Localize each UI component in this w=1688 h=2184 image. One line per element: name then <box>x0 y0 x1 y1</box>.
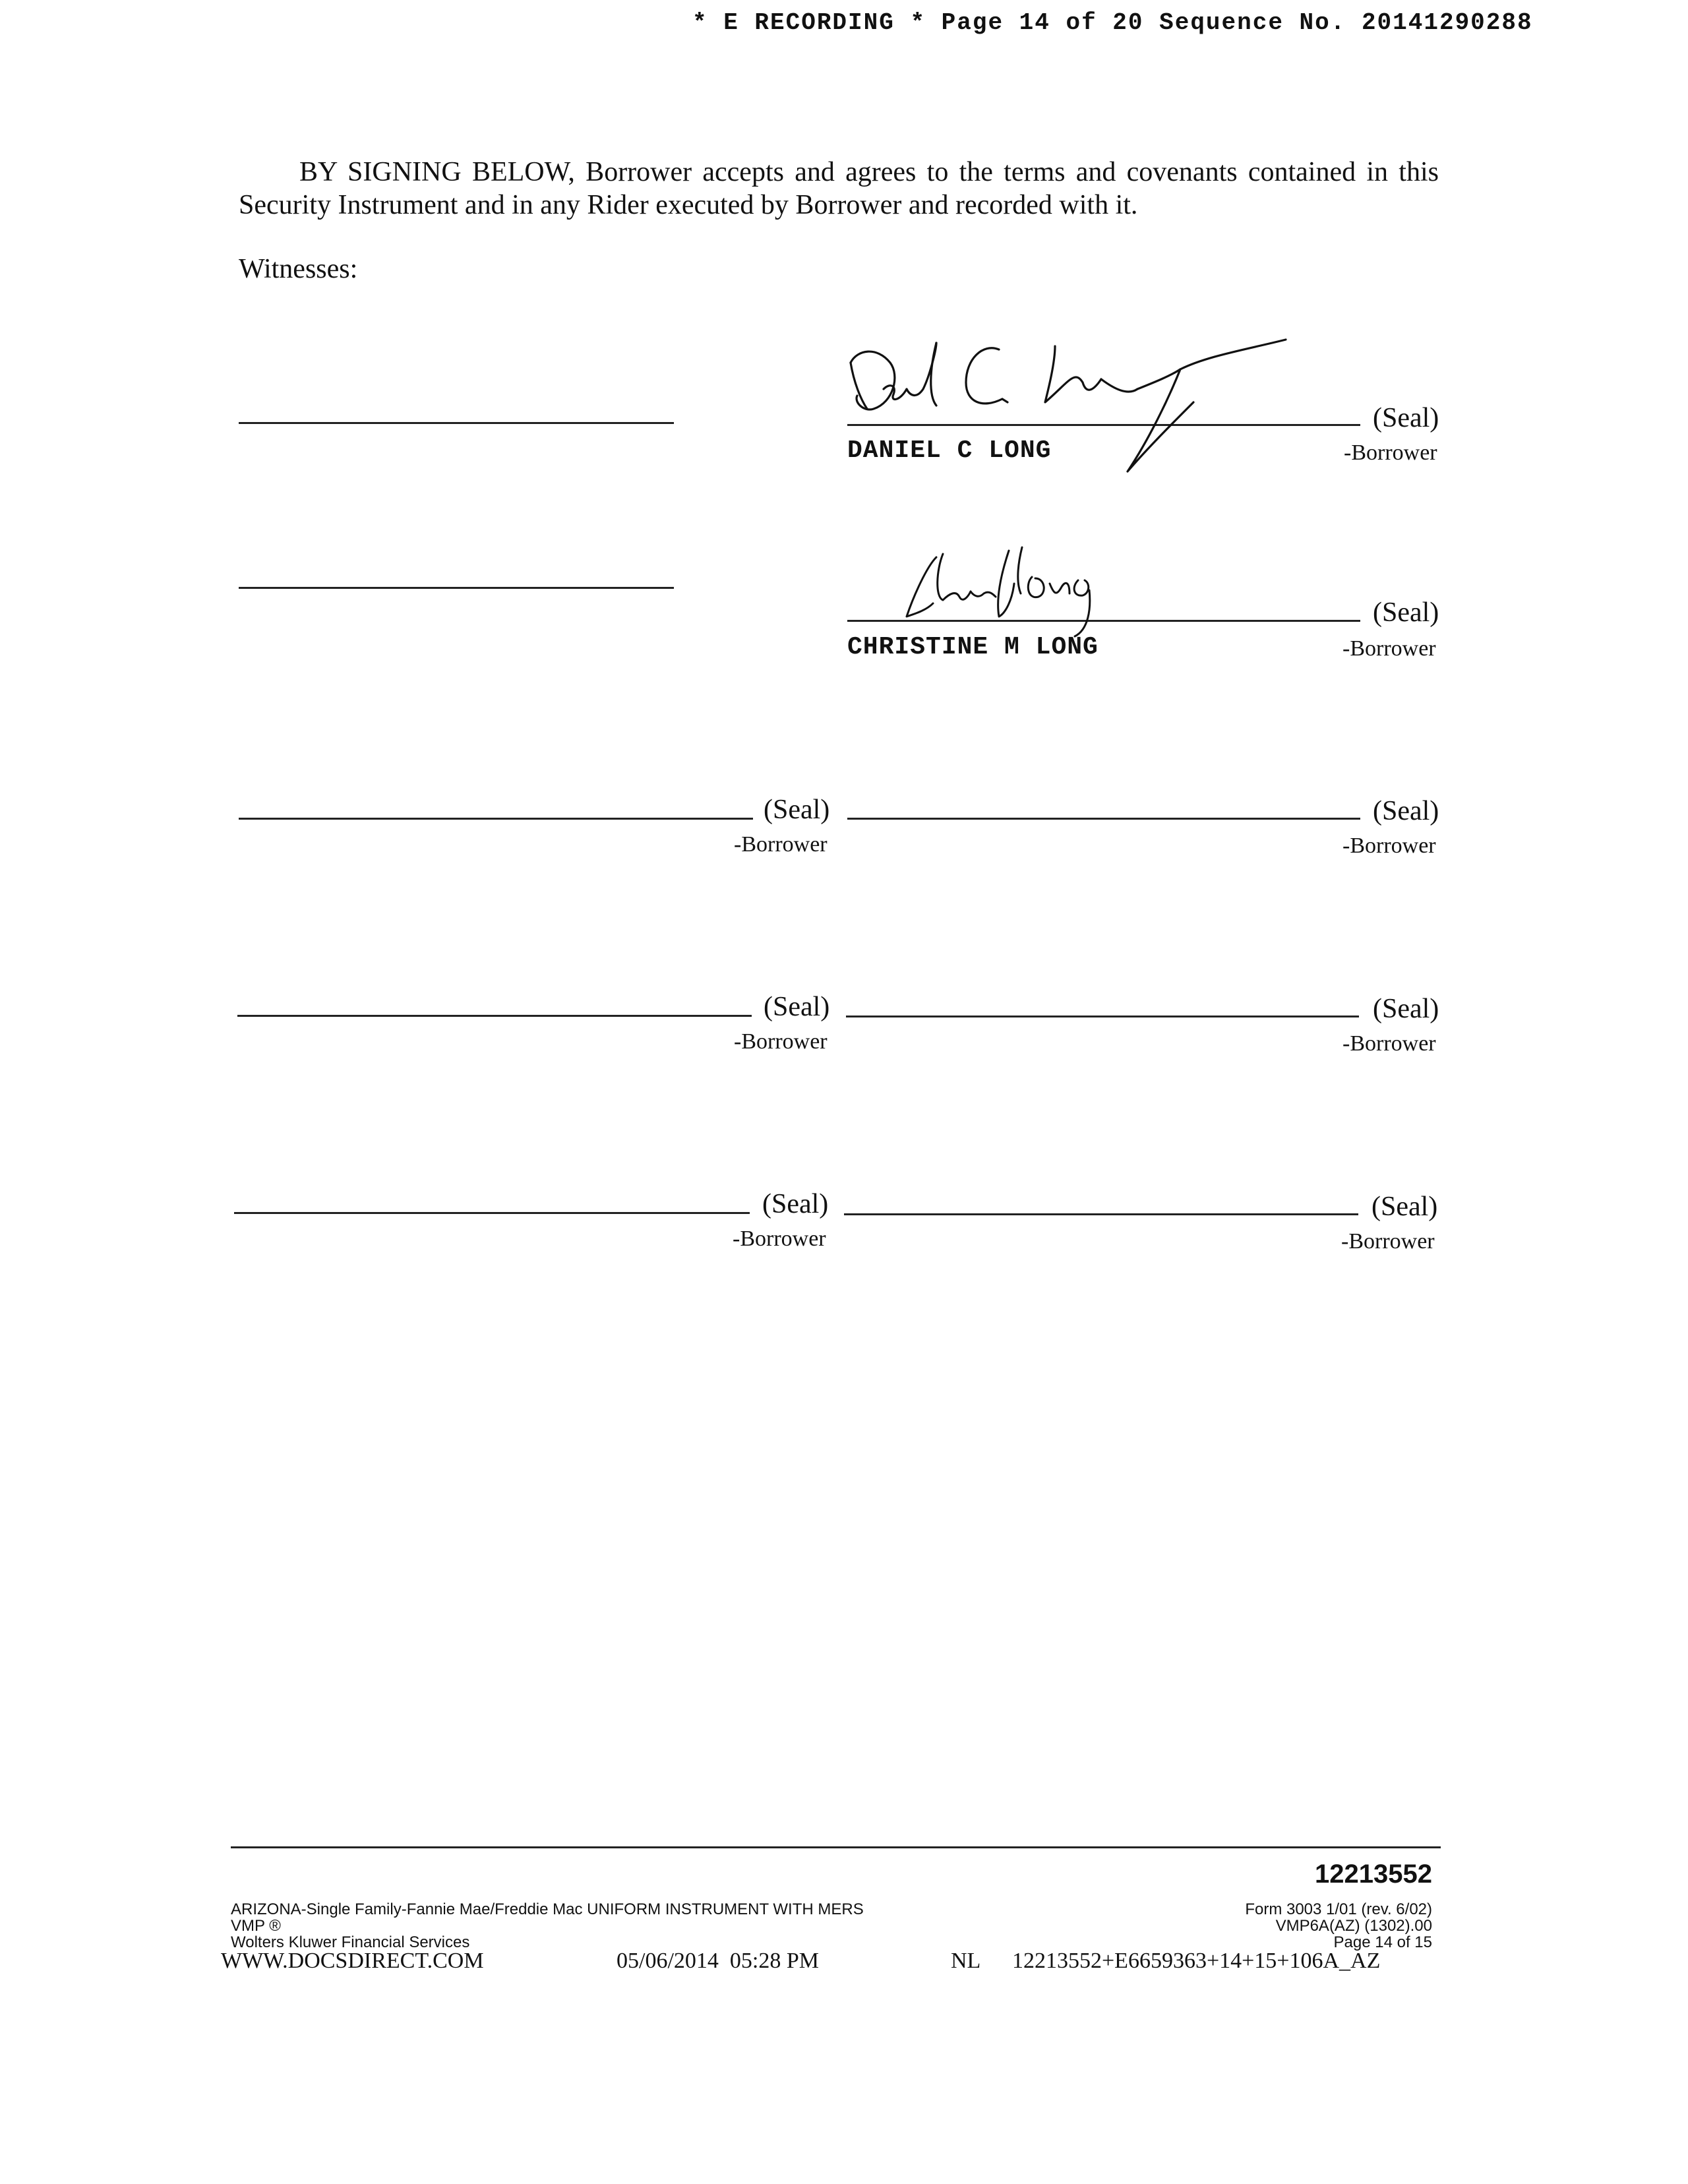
page-indicator: Page 14 of 15 <box>1333 1933 1432 1951</box>
form-title: ARIZONA-Single Family-Fannie Mae/Freddie Mac UNIFORM INSTRUMENT WITH MERS <box>231 1900 864 1918</box>
seal-label: (Seal) <box>1373 994 1439 1024</box>
borrower-label: -Borrower <box>1342 1031 1436 1056</box>
signature-line-3[interactable] <box>239 818 753 820</box>
signing-statement: BY SIGNING BELOW, Borrower accepts and agrees to the terms and covenants contained in this Security Instrument and in any Rider executed by Borrower and recorded with it. <box>239 157 1439 220</box>
form-number: Form 3003 1/01 (rev. 6/02) <box>1245 1900 1432 1918</box>
seal-label: (Seal) <box>1373 403 1439 433</box>
seal-label: (Seal) <box>1372 1192 1438 1222</box>
seal-label: (Seal) <box>764 992 830 1022</box>
form-code: VMP6A(AZ) (1302).00 <box>1275 1917 1432 1935</box>
borrower-label: -Borrower <box>1344 440 1437 465</box>
witness-line-1[interactable] <box>239 422 674 424</box>
signature-line-5[interactable] <box>237 1015 752 1017</box>
recording-header: * E RECORDING * Page 14 of 20 Sequence No. 20141290288 <box>692 9 1533 36</box>
seal-label: (Seal) <box>1373 796 1439 826</box>
publisher: Wolters Kluwer Financial Services <box>231 1933 470 1951</box>
borrower-label: -Borrower <box>1342 636 1436 661</box>
borrower-label: -Borrower <box>1342 834 1436 858</box>
signature-christine <box>897 531 1121 663</box>
borrower-label: -Borrower <box>733 1227 826 1251</box>
signer-2-name: CHRISTINE M LONG <box>847 633 1099 661</box>
print-datetime: 05/06/2014 05:28 PM <box>617 1949 819 1973</box>
signature-line-6[interactable] <box>846 1016 1359 1017</box>
witness-line-2[interactable] <box>239 587 674 589</box>
initials: NL <box>951 1949 981 1973</box>
borrower-label: -Borrower <box>1341 1229 1435 1254</box>
signature-line-8[interactable] <box>844 1213 1358 1215</box>
footer-form-numbers <box>1245 1901 1432 1951</box>
signature-daniel <box>837 323 1352 501</box>
borrower-label: -Borrower <box>734 1029 828 1054</box>
seal-label: (Seal) <box>764 795 830 825</box>
signature-line-7[interactable] <box>234 1212 750 1214</box>
seal-label: (Seal) <box>1373 597 1439 628</box>
signature-line-4[interactable] <box>847 818 1360 820</box>
witnesses-label: Witnesses: <box>239 254 358 284</box>
footer-form-info <box>231 1901 864 1951</box>
document-id: 12213552+E6659363+14+15+106A_AZ <box>1012 1949 1381 1973</box>
loan-number: 12213552 <box>1315 1860 1432 1889</box>
footer-rule <box>231 1846 1441 1848</box>
vmp-mark: VMP ® <box>231 1917 281 1935</box>
website[interactable]: WWW.DOCSDIRECT.COM <box>221 1949 484 1973</box>
seal-label: (Seal) <box>762 1189 829 1219</box>
borrower-label: -Borrower <box>734 832 828 857</box>
signer-1-name: DANIEL C LONG <box>847 437 1052 465</box>
